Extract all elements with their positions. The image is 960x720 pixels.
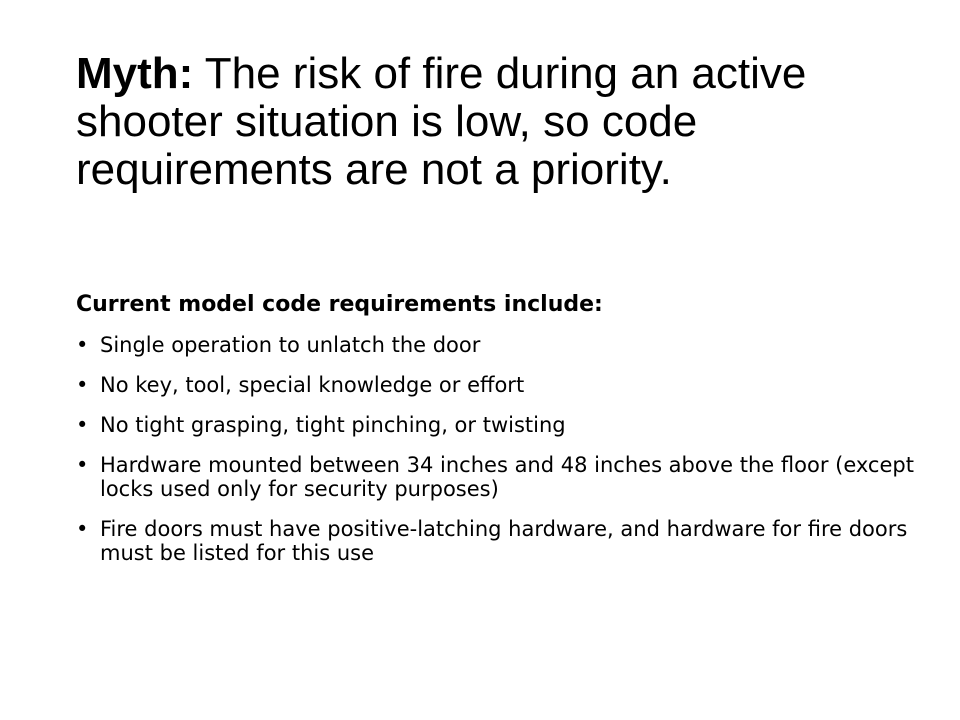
list-item (76, 453, 926, 501)
list-item-text: No key, tool, special knowledge or effort (100, 373, 525, 397)
list-item (76, 413, 926, 437)
list-item-text: Hardware mounted between 34 inches and 48 inches above the floor (except locks used only for security purposes) (100, 453, 914, 501)
list-item (76, 517, 926, 565)
bullet-icon: • (76, 453, 89, 477)
bullet-icon: • (76, 373, 89, 397)
requirements-heading: Current model code requirements include: (76, 292, 603, 317)
title-myth-label: Myth: (76, 49, 194, 98)
bullet-icon: • (76, 517, 89, 541)
title-statement: The risk of fire during an active shooter situation is low, so code requirements are not a priority. (76, 49, 807, 194)
requirements-list (76, 333, 926, 565)
list-item-text: No tight grasping, tight pinching, or twisting (100, 413, 566, 437)
list-item (76, 373, 926, 397)
list-item-text: Fire doors must have positive-latching hardware, and hardware for fire doors must be listed for this use (100, 517, 908, 565)
list-item-text: Single operation to unlatch the door (100, 333, 481, 357)
slide-title (76, 50, 906, 194)
list-item (76, 333, 926, 357)
bullet-icon: • (76, 413, 89, 437)
slide-body (76, 290, 926, 581)
bullet-icon: • (76, 333, 89, 357)
